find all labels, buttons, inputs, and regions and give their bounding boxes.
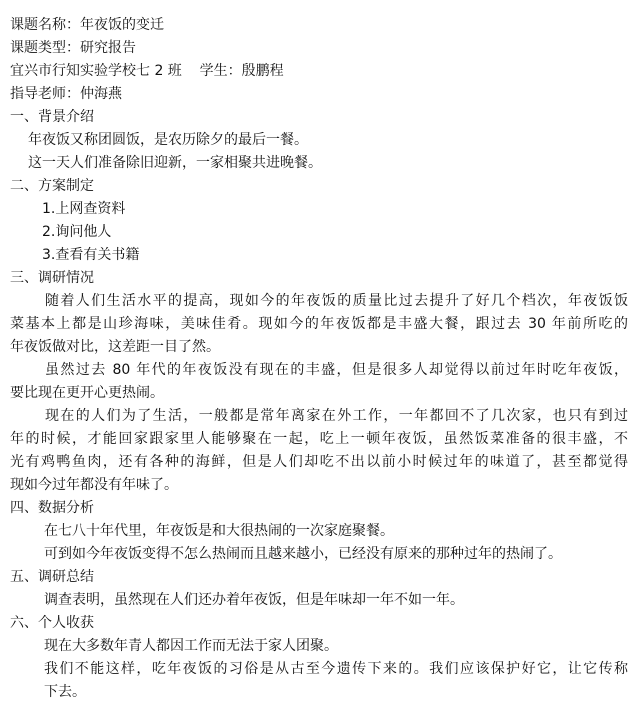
- topic-line: 课题名称：年夜饭的变迁: [10, 17, 164, 33]
- summary-line: 调查表明，虽然现在人们还办着年夜饭，但是年味却一年不如一年。: [44, 592, 464, 608]
- research-p2-line: 要比现在更开心更热闹。: [10, 385, 164, 401]
- research-p1-line: 年夜饭做对比，这差距一目了然。: [10, 339, 220, 355]
- plan-item: 2.询问他人: [42, 224, 112, 240]
- harvest-line: 现在大多数年青人都因工作而无法于家人团聚。: [44, 638, 338, 654]
- plan-item: 1.上网查资料: [42, 201, 126, 217]
- section-heading-harvest: 六、个人收获: [10, 615, 94, 631]
- section-heading-summary: 五、调研总结: [10, 569, 94, 585]
- research-p1-line: 菜基本上都是山珍海味，美味佳肴。现如今的年夜饭都是丰盛大餐，跟过去 30 年前所吃的: [10, 316, 628, 332]
- section-heading-background: 一、背景介绍: [10, 109, 94, 125]
- harvest-line: 我们不能这样，吃年夜饭的习俗是从古至今遗传下来的。我们应该保护好它，让它传称: [44, 661, 628, 677]
- section-heading-analysis: 四、数据分析: [10, 500, 94, 516]
- research-p3-line: 现如今过年都没有年味了。: [10, 477, 178, 493]
- analysis-line: 可到如今年夜饭变得不怎么热闹而且越来越小，已经没有原来的那种过年的热闹了。: [44, 546, 562, 562]
- section-heading-plan: 二、方案制定: [10, 178, 94, 194]
- research-p2-line: 虽然过去 80 年代的年夜饭没有现在的丰盛，但是很多人却觉得以前过年时吃年夜饭，: [45, 362, 628, 378]
- type-line: 课题类型：研究报告: [10, 40, 136, 56]
- research-p3-line: 年的时候，才能回家跟家里人能够聚在一起，吃上一顿年夜饭，虽然饭菜准备的很丰盛，不: [10, 431, 628, 447]
- harvest-line: 下去。: [44, 684, 86, 700]
- research-p1-line: 随着人们生活水平的提高，现如今的年夜饭的质量比过去提升了好几个档次，年夜饭饭: [45, 293, 628, 309]
- research-p3-line: 光有鸡鸭鱼肉，还有各种的海鲜，但是人们却吃不出以前小时候过年的味道了，甚至都觉得: [10, 454, 628, 470]
- background-line: 年夜饭又称团圆饭，是农历除夕的最后一餐。: [28, 132, 308, 148]
- plan-item: 3.查看有关书籍: [42, 247, 140, 263]
- advisor-line: 指导老师：仲海燕: [10, 86, 122, 102]
- school-student-line: 宜兴市行知实验学校七 2 班 学生：殷鹏程: [10, 63, 284, 79]
- analysis-line: 在七八十年代里，年夜饭是和大很热闹的一次家庭聚餐。: [44, 523, 394, 539]
- research-p3-line: 现在的人们为了生活，一般都是常年离家在外工作，一年都回不了几次家，也只有到过: [45, 408, 628, 424]
- background-line: 这一天人们准备除旧迎新，一家相聚共进晚餐。: [28, 155, 322, 171]
- section-heading-research: 三、调研情况: [10, 270, 94, 286]
